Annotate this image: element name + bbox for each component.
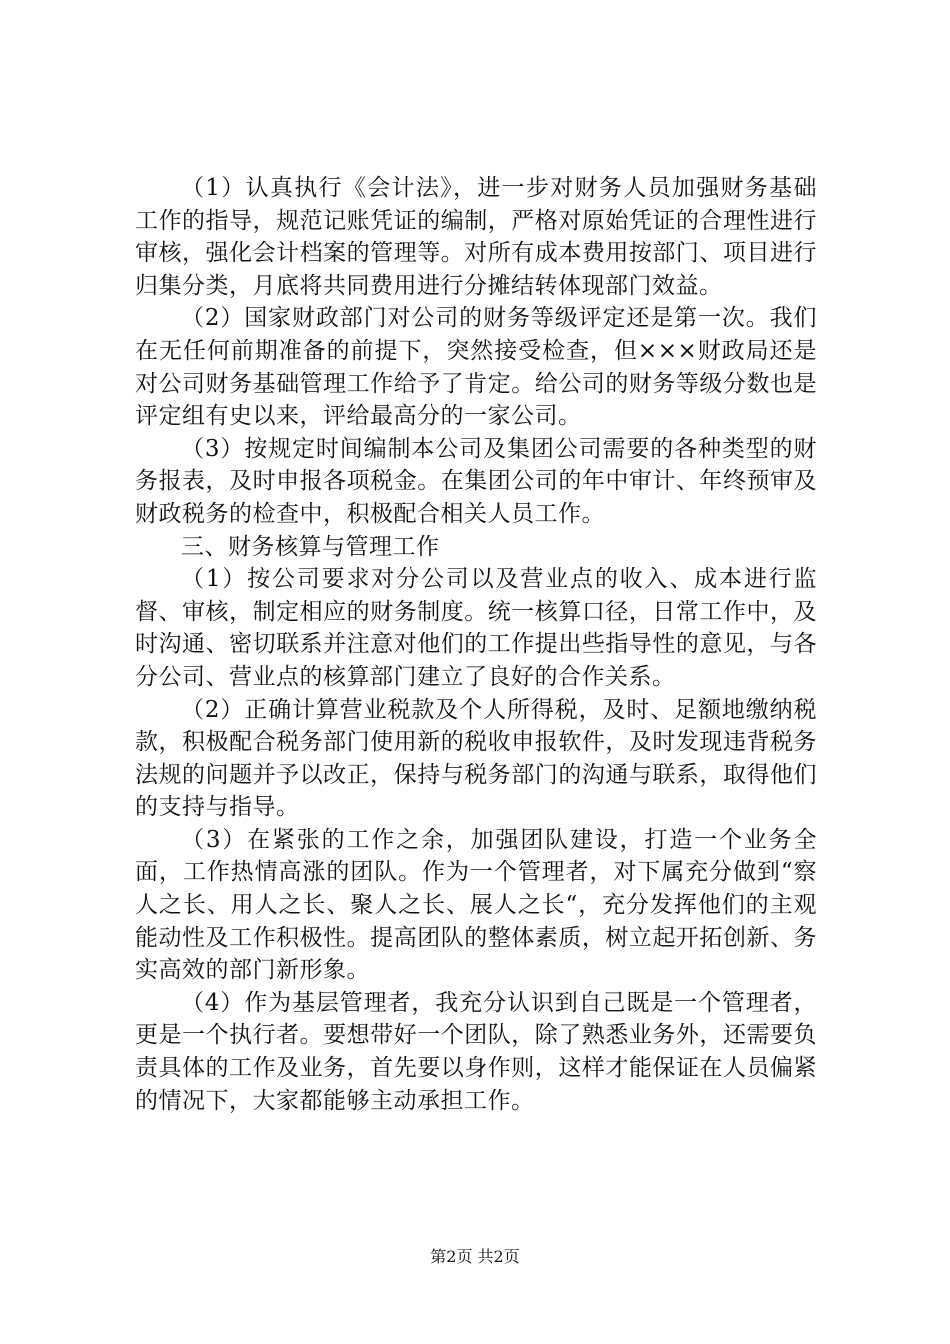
paragraph: （2）国家财政部门对公司的财务等级评定还是第一次。我们在无任何前期准备的前提下，突然接受检查，但×××财政局还是对公司财务基础管理工作给予了肯定。给公司的财务等级分数也是评定组有史以来，评给最高分的一家公司。	[135, 305, 817, 430]
paragraph: （1）认真执行《会计法》，进一步对财务人员加强财务基础工作的指导，规范记账凭证的编制，严格对原始凭证的合理性进行审核，强化会计档案的管理等。对所有成本费用按部门、项目进行归集分类，月底将共同费用进行分摊结转体现部门效益。	[135, 175, 817, 299]
paragraph: （3）在紧张的工作之余，加强团队建设，打造一个业务全面，工作热情高涨的团队。作为一个管理者，对下属充分做到“察人之长、用人之长、聚人之长、展人之长“，充分发挥他们的主观能动性及工作积极性。提高团队的整体素质，树立起开拓创新、务实高效的部门新形象。	[135, 826, 817, 984]
paragraph: （4）作为基层管理者，我充分认识到自己既是一个管理者，更是一个执行者。要想带好一个团队，除了熟悉业务外，还需要负责具体的工作及业务，首先要以身作则，这样才能保证在人员偏紧的情况下，大家都能够主动承担工作。	[135, 989, 817, 1114]
paragraph: （1）按公司要求对分公司以及营业点的收入、成本进行监督、审核，制定相应的财务制度。统一核算口径，日常工作中，及时沟通、密切联系并注意对他们的工作提出些指导性的意见，与各分公司、营业点的核算部门建立了良好的合作关系。	[135, 566, 817, 690]
document-body	[135, 172, 817, 1117]
section-heading: 三、财务核算与管理工作	[181, 533, 440, 560]
paragraph: （2）正确计算营业税款及个人所得税，及时、足额地缴纳税款，积极配合税务部门使用新的税收申报软件，及时发现违背税务法规的问题并予以改正，保持与税务部门的沟通与联系，取得他们的支持与指导。	[135, 696, 817, 821]
paragraph: （3）按规定时间编制本公司及集团公司需要的各种类型的财务报表，及时申报各项税金。在集团公司的年中审计、年终预审及财政税务的检查中，积极配合相关人员工作。	[135, 435, 817, 527]
page-footer: 第2页 共2页	[430, 1247, 520, 1266]
